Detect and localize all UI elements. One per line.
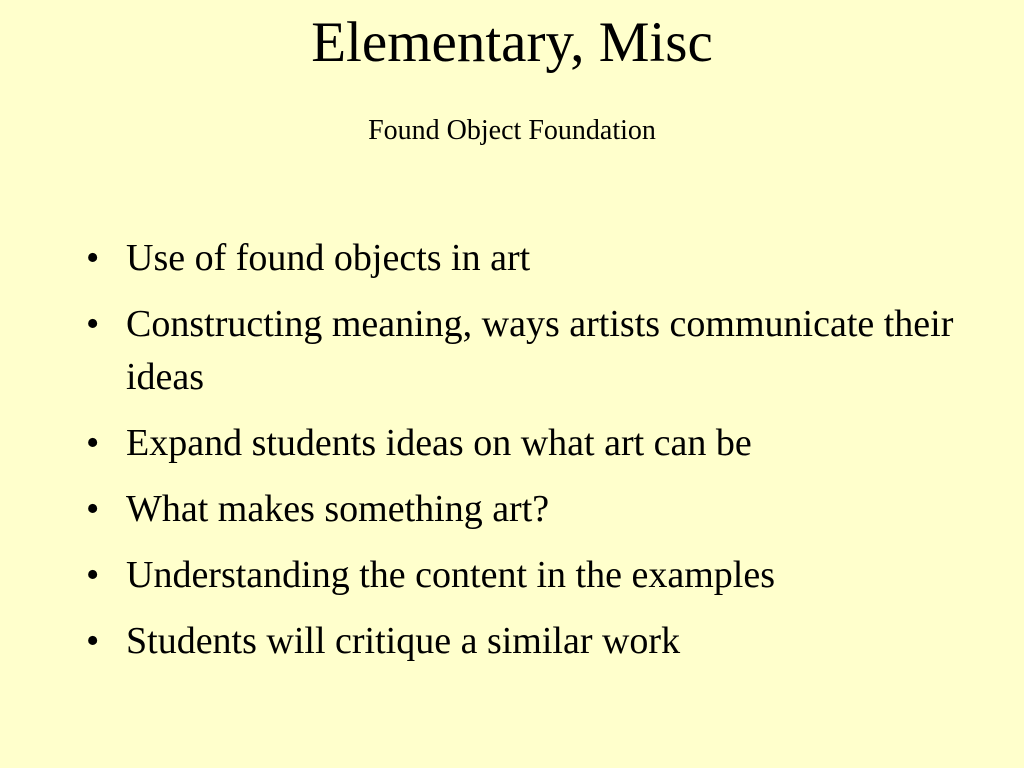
bullet-text: Use of found objects in art <box>126 237 531 279</box>
list-item <box>86 483 966 536</box>
slide-title: Elementary, Misc <box>311 11 713 74</box>
bullet-text: Students will critique a similar work <box>126 620 681 662</box>
list-item <box>86 298 966 404</box>
bullet-icon: • <box>86 303 100 345</box>
bullet-icon: • <box>86 620 100 662</box>
list-item <box>86 232 966 285</box>
list-item <box>86 417 966 470</box>
bullet-icon: • <box>86 488 100 530</box>
list-item <box>86 549 966 602</box>
slide-subtitle: Found Object Foundation <box>368 115 656 146</box>
bullet-text: Constructing meaning, ways artists communicate their ideas <box>126 303 954 398</box>
bullet-text: Expand students ideas on what art can be <box>126 422 752 464</box>
bullet-icon: • <box>86 422 100 464</box>
bullet-text: What makes something art? <box>126 488 550 530</box>
list-item <box>86 615 966 668</box>
bullet-list <box>86 232 966 681</box>
bullet-text: Understanding the content in the examples <box>126 554 775 596</box>
bullet-icon: • <box>86 237 100 279</box>
bullet-icon: • <box>86 554 100 596</box>
